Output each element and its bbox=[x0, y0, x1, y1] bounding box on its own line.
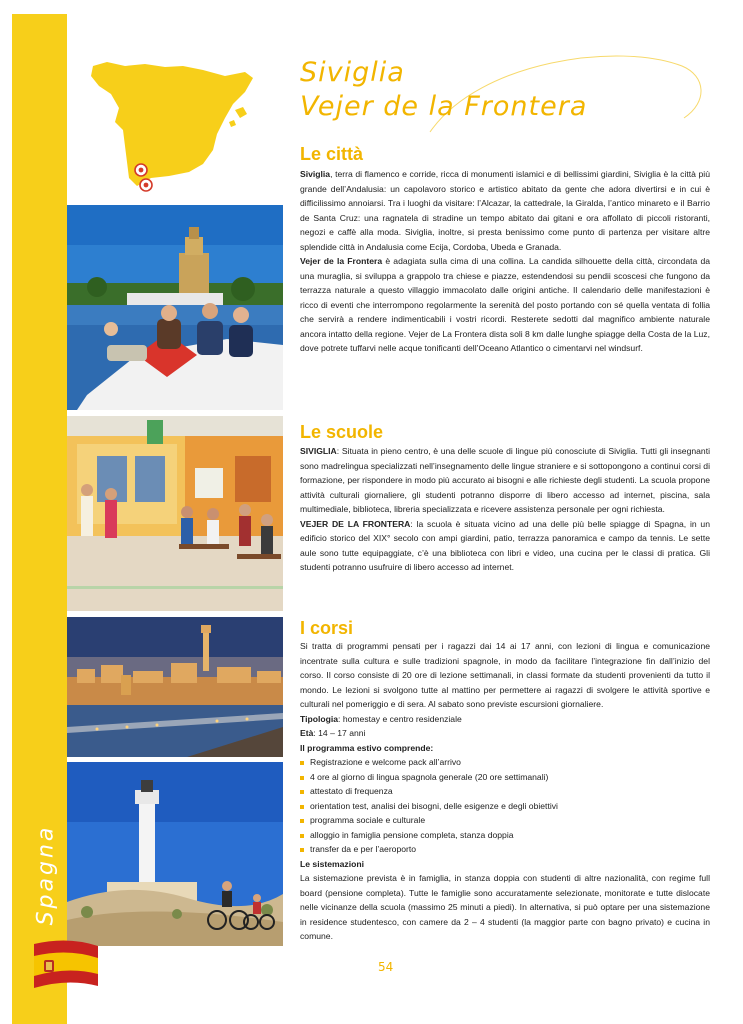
photo-seville-panorama bbox=[67, 617, 283, 757]
photo-torre-del-oro-boat bbox=[67, 205, 283, 410]
list-item: transfer da e per l’aeroporto bbox=[300, 842, 710, 857]
spanish-flag-icon bbox=[28, 938, 103, 994]
section-le-scuole-text: SIVIGLIA: Situata in pieno centro, è una delle scuole di lingue più conosciute di Siviglia. Tutti gli insegnanti sono madrelingua specializzati nell’insegnamento delle lingue straniere e si sottopongono a continui corsi di formazione, per rispondere in modo più accurato ai bisogni e alle richieste degli studenti. La scuola propone attività culturali giornaliere, gli studenti potranno disporre di libero accesso ad internet, piscina, sala multimediale, biblioteca, libreria specializzata e ricevere assistenza personale per ogni richiesta. VEJER DE LA FRONTERA: la scuola è situata vicino ad una delle più belle spiagge di Spagna, in un edificio storico del XIX° secolo con ampi giardini, patio, terrazza panoramica e campo da tennis. Le sette aule sono tutte equipaggiate, c’è una biblioteca con libri e video, una cucina per le classi di pratica. Gli studenti potranno usufruire di libero accesso ad internet. bbox=[300, 446, 710, 572]
heading-le-scuole: Le scuole bbox=[300, 422, 384, 442]
section-i-corsi-text: Si tratta di programmi pensati per i ragazzi dai 14 ai 17 anni, con lezioni di lingua e comunicazione incentrate sulla cultura e sulle tradizioni spagnole, in modo da facilitare l’integrazione fin dall’inizio del corso. Il corso consiste di 20 ore di lezione settimanali, in classi formate da studenti provenienti da tutto il mondo. Le lezioni si svolgono tutte al mattino per permettere ai ragazzi di svolgere le attività sportive e culturali nel pomeriggio e di sera. Al sabato sono previste escursioni giornaliere. Tipologia: homestay e centro residenziale Età: 14 – 17 anni Il programma estivo comprende: Registrazione e welcome pack all’arrivo 4 ore al giorno di lingua spagnola generale (20 ore settimanali) attestato di frequenza orientation test, analisi dei bisogni, delle esigenze e degli obiettivi programma sociale e culturale alloggio in famiglia pensione completa, stanza doppia transfer da e per l’aeroporto Le sistemazioni La sistemazione prevista è in famiglia, in stanza doppia con studenti di altre nazionalità, con regime full board (pensione completa). Tutte le famiglie sono accuratamente selezionate, monitorate e tutte dislocate nelle vicinanze della scuola (massimo 25 minuti a piedi). In alternativa, si può optare per una sistemazione in residence studentesco, con camere da 2 – 4 studenti (la maggior parte con bagno privato) e cucina in comune. bbox=[300, 641, 710, 941]
heading-le-citta: Le città bbox=[300, 144, 364, 164]
spain-map bbox=[85, 52, 260, 202]
list-item: Registrazione e welcome pack all’arrivo bbox=[300, 755, 710, 770]
section-le-citta-text: Siviglia, terra di flamenco e corride, ricca di monumenti islamici e di bellissimi giardini, Siviglia è la città più grande dell’Andalusia: un capolavoro storico e artistico abitato da gente che adora divertirsi e in cui è difficilissimo annoiarsi. Tra i luoghi da visitare: l’Alcazar, la cattedrale, la Giralda, l’antico minareto e il Barrio de Santa Cruz: una ragnatela di stradine un tempo abitato dai gitani e ora affollato di piccoli ristoranti, negozi e caffè alla moda. Siviglia, inoltre, si presta benissimo come punto di partenza per visitare altre splendide città in Andalusia come Ecija, Cordoba, Ubeda e Granada. Vejer de la Frontera è adagiata sulla cima di una collina. La candida silhouette della città, circondata da una muraglia, si sviluppa a grappolo tra chiese e piazze, estendendosi su pendii scoscesi che fungono da terrazza naturale a questo villaggio immacolato dalle origini antiche. Il calendario delle manifestazioni è ricco di eventi che interrompono regolarmente la serenità del posto portando con sé quella ventata di follia che servirà a rendere indimenticabili i vostri ricordi. Resterete sedotti dal magnifico ambiente naturale ancora intatto della regione. Vejer de La Frontera dista soli 8 km dalle lunghe spiagge della Costa de la Luz, dove potrete tuffarvi nelle acque tonificanti dell’Oceano Atlantico o cimentarvi nel windsurf. bbox=[300, 169, 711, 353]
country-side-label: Spagna bbox=[33, 824, 59, 926]
title-line-siviglia: Siviglia bbox=[300, 57, 405, 88]
page-number: 54 bbox=[378, 960, 394, 974]
title-line-vejer: Vejer de la Frontera bbox=[300, 91, 588, 122]
list-item: orientation test, analisi dei bisogni, delle esigenze e degli obiettivi bbox=[300, 799, 710, 814]
list-item: alloggio in famiglia pensione completa, stanza doppia bbox=[300, 828, 710, 843]
list-item: programma sociale e culturale bbox=[300, 813, 710, 828]
photo-school-courtyard bbox=[67, 416, 283, 611]
photo-lighthouse-cyclists bbox=[67, 762, 283, 946]
page-title bbox=[300, 56, 587, 124]
heading-i-corsi: I corsi bbox=[300, 618, 354, 638]
programma-list bbox=[300, 755, 710, 857]
list-item: 4 ore al giorno di lingua spagnola generale (20 ore settimanali) bbox=[300, 770, 710, 785]
list-item: attestato di frequenza bbox=[300, 784, 710, 799]
